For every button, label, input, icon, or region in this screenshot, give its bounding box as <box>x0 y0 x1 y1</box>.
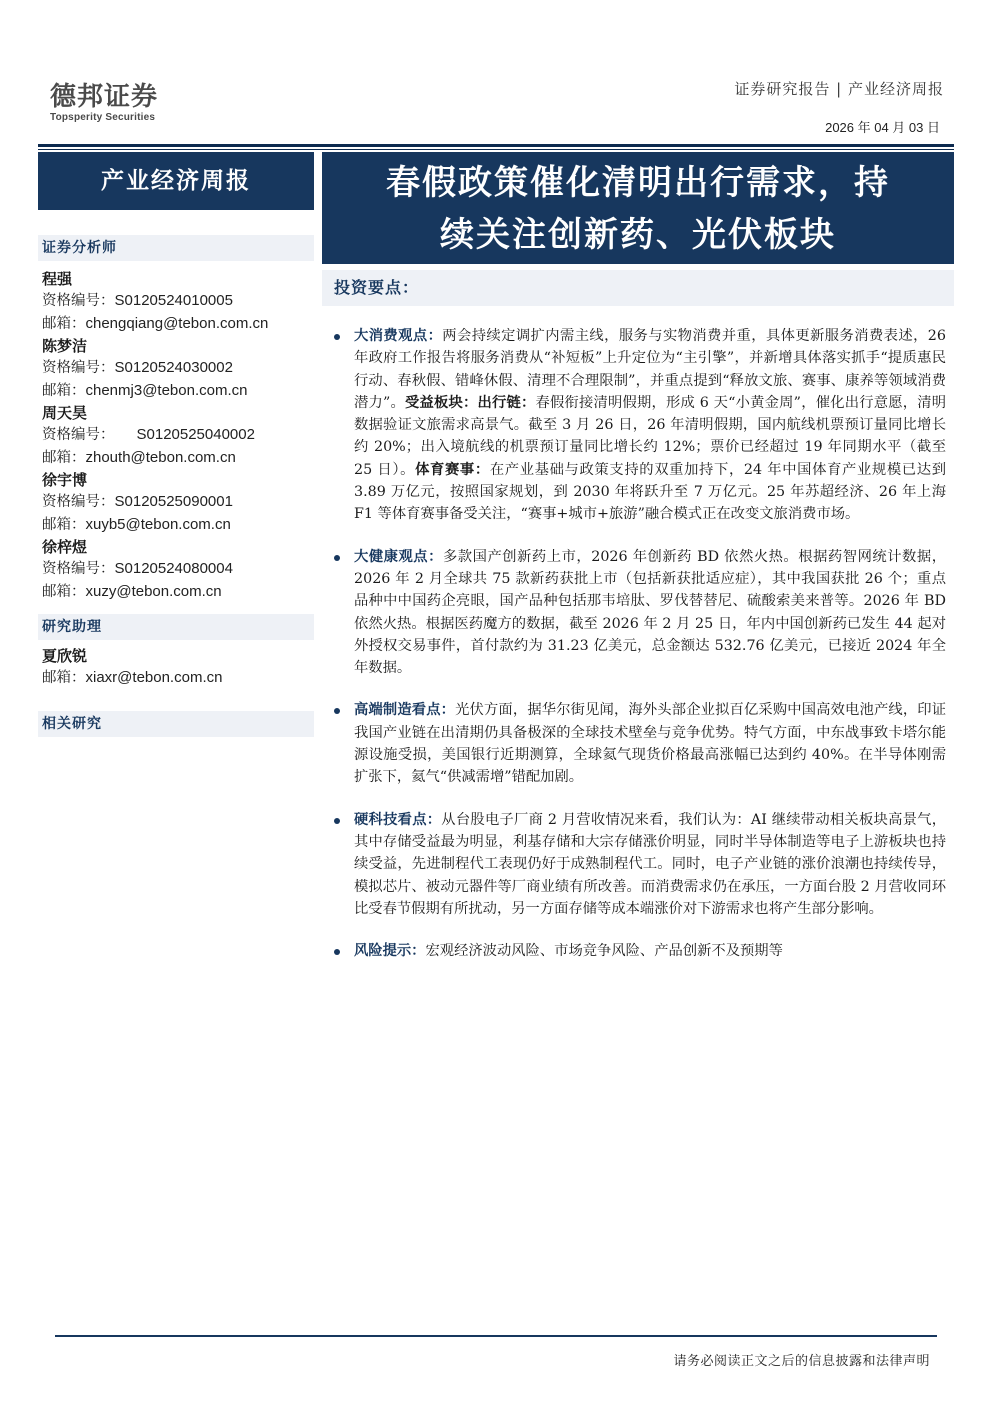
analyst-cert-row <box>42 357 312 380</box>
analyst-email-row <box>42 581 312 604</box>
header-divider-thin <box>38 149 954 150</box>
assistant-section-label: 研究助理 <box>38 614 314 640</box>
key-point-text: 光伏方面，据华尔街见闻，海外头部企业拟百亿采购中国高效电池产线，印证我国产业链在出清期仍具备极深的全球技术壁垒与竞争优势。特气方面，中东战事致卡塔尔能源设施受损，美国银行近期测算，全球氦气现货价格最高涨幅已达到约 40%。在半导体刚需扩张下，氦气“供减需增”错配加剧。 <box>354 702 947 786</box>
key-point-lead: 硬科技看点： <box>354 811 442 828</box>
analyst-cert: S0120524080004 <box>114 560 233 577</box>
key-points-content <box>330 325 946 982</box>
bullet-icon <box>334 818 340 824</box>
key-point-text: 多款国产创新药上市，2026 年创新药 BD 依然火热。根据药智网统计数据，2026 年 2 月全球共 75 款新药获批上市（包括新获批适应症），其中我国获批 26 个；重点品种中中国药企亮眼，国产品种包括那韦培肽、罗伐替替尼、硫酸索美来普等。2026 年 BD 依然火热。根据医药魔方的数据，截至 2026 年 2 月 25 日，年内中国创新药已发生 44 起对外授权交易事件，首付款约为 31.23 亿美元，总金额达 532.76 亿美元，已接近 2024 年全年数据。 <box>354 548 947 677</box>
key-point-text: 两会持续定调扩内需主线，服务与实物消费并重，具体更新服务消费表述，26 年政府工作报告将服务消费从“补短板”上升定位为“主引擎”，并新增具体落实抓手“提质惠民行动、春秋假、错峰休假、清理不合理限制”，并重点提到“释放文旅、赛事、康养等领域消费潜力”。 <box>354 328 946 411</box>
cert-label: 资格编号： <box>42 427 115 443</box>
analyst-cert: S0120525090001 <box>114 493 233 510</box>
key-point-hardtech <box>330 809 946 920</box>
analyst-name: 徐梓煜 <box>42 538 88 556</box>
analyst-cert: S0120524030002 <box>114 359 233 376</box>
report-category-title: 产业经济周报 <box>38 152 314 210</box>
key-point-consumption <box>330 325 946 526</box>
key-point-manufacturing <box>330 699 946 788</box>
disclaimer-notice: 请务必阅读正文之后的信息披露和法律声明 <box>673 1354 930 1369</box>
bullet-icon <box>334 708 340 714</box>
main-title-line-1: 春假政策催化清明出行需求，持 <box>386 163 890 203</box>
cert-label: 资格编号： <box>42 494 115 510</box>
bullet-icon <box>334 334 340 340</box>
analyst-email[interactable]: chenmj3@tebon.com.cn <box>85 381 248 399</box>
analyst-entry <box>42 268 312 335</box>
key-point-lead: 大消费观点： <box>354 328 443 344</box>
cert-label: 资格编号： <box>42 360 115 376</box>
analyst-cert-row <box>42 290 312 313</box>
logo-english: Topsperity Securities <box>50 112 156 123</box>
email-label: 邮箱： <box>42 516 86 533</box>
analyst-email[interactable]: zhouth@tebon.com.cn <box>85 448 236 466</box>
analysts-list <box>42 268 312 603</box>
analyst-cert-row <box>42 491 312 514</box>
key-point-lead: 风险提示： <box>354 943 426 960</box>
header-divider-thick <box>38 144 954 147</box>
key-point-text: 在产业基础与政策支持的双重加持下，24 年中国体育产业规模已达到 3.89 万亿元，按照国家规划，到 2030 年将跃升至 7 万亿元。25 年苏超经济、26 年上海 F1 等体育赛事备受关注，“赛事+城市+旅游”融合模式正在改变文旅消费市场。 <box>354 461 946 523</box>
assistant-email-row <box>42 667 312 690</box>
assistant-info <box>42 645 312 690</box>
analyst-email-row <box>42 447 312 470</box>
email-label: 邮箱： <box>42 670 86 686</box>
email-label: 邮箱： <box>42 583 86 600</box>
report-date: 2026 年 04 月 03 日 <box>825 120 940 135</box>
analyst-cert: S0120524010005 <box>114 292 233 309</box>
related-research-label: 相关研究 <box>38 711 314 737</box>
analyst-email-row <box>42 313 312 336</box>
key-point-highlight: 体育赛事： <box>415 461 490 478</box>
key-point-lead: 高端制造看点： <box>354 702 456 719</box>
key-points-label: 投资要点： <box>322 270 954 306</box>
analyst-email[interactable]: chengqiang@tebon.com.cn <box>85 314 269 332</box>
analyst-entry <box>42 402 312 469</box>
email-label: 邮箱： <box>42 315 86 332</box>
analyst-name: 陈梦洁 <box>42 337 88 355</box>
analyst-cert: S0120525040002 <box>136 426 255 443</box>
report-main-title <box>322 152 954 264</box>
cert-label: 资格编号： <box>42 561 115 577</box>
analyst-email[interactable]: xuzy@tebon.com.cn <box>85 582 222 600</box>
bullet-icon <box>334 949 340 955</box>
bullet-icon <box>334 555 340 561</box>
analyst-entry <box>42 335 312 402</box>
key-point-lead: 大健康观点： <box>354 548 443 565</box>
analyst-email-row <box>42 514 312 537</box>
analyst-entry <box>42 536 312 603</box>
report-type: 证券研究报告 | 产业经济周报 <box>734 80 944 98</box>
analysts-section-label: 证券分析师 <box>38 235 314 261</box>
analyst-name: 徐宇博 <box>42 471 88 489</box>
analyst-entry <box>42 469 312 536</box>
footer-divider <box>55 1335 937 1337</box>
key-point-text: 从台股电子厂商 2 月营收情况来看，我们认为：AI 继续带动相关板块高景气，其中存储受益最为明显，利基存储和大宗存储涨价明显，同时半导体制造等电子上游板块也持续受益，先进制程代工表现仍好于成熟制程代工。同时，电子产业链的涨价浪潮也持续传导，模拟芯片、被动元器件等厂商业绩有所改善。而消费需求仍在承压，一方面台股 2 月营收同环比受春节假期有所扰动，另一方面存储等成本端涨价对下游需求也将产生部分影响。 <box>354 811 947 917</box>
analyst-cert-row <box>42 558 312 581</box>
analyst-name: 程强 <box>42 270 73 288</box>
analyst-name: 周天昊 <box>42 404 88 422</box>
analyst-cert-row <box>42 424 312 447</box>
key-point-health <box>330 546 946 680</box>
key-point-text: 春假衔接清明假期，形成 6 天“小黄金周”，催化出行意愿，清明数据验证文旅需求高景气。截至 3 月 26 日，26 年清明假期，国内航线机票预订量同比增长约 20%；出入境航线的机票预订量同比增长约 12%；票价已经超过 19 年同期水平（截至 25 日）。 <box>354 394 947 478</box>
email-label: 邮箱： <box>42 382 86 399</box>
main-title-line-2: 续关注创新药、光伏板块 <box>440 215 836 255</box>
key-point-text: 宏观经济波动风险、市场竞争风险、产品创新不及预期等 <box>425 943 783 960</box>
assistant-email[interactable]: xiaxr@tebon.com.cn <box>85 669 223 686</box>
analyst-email-row <box>42 380 312 403</box>
analyst-email[interactable]: xuyb5@tebon.com.cn <box>85 515 231 533</box>
assistant-name: 夏欣锐 <box>42 647 88 665</box>
logo-chinese: 德邦证券 <box>50 82 159 112</box>
email-label: 邮箱： <box>42 449 86 466</box>
key-point-highlight: 受益板块：出行链： <box>405 394 536 411</box>
cert-label: 资格编号： <box>42 293 115 309</box>
company-logo <box>50 82 158 123</box>
key-point-risk <box>330 940 946 962</box>
